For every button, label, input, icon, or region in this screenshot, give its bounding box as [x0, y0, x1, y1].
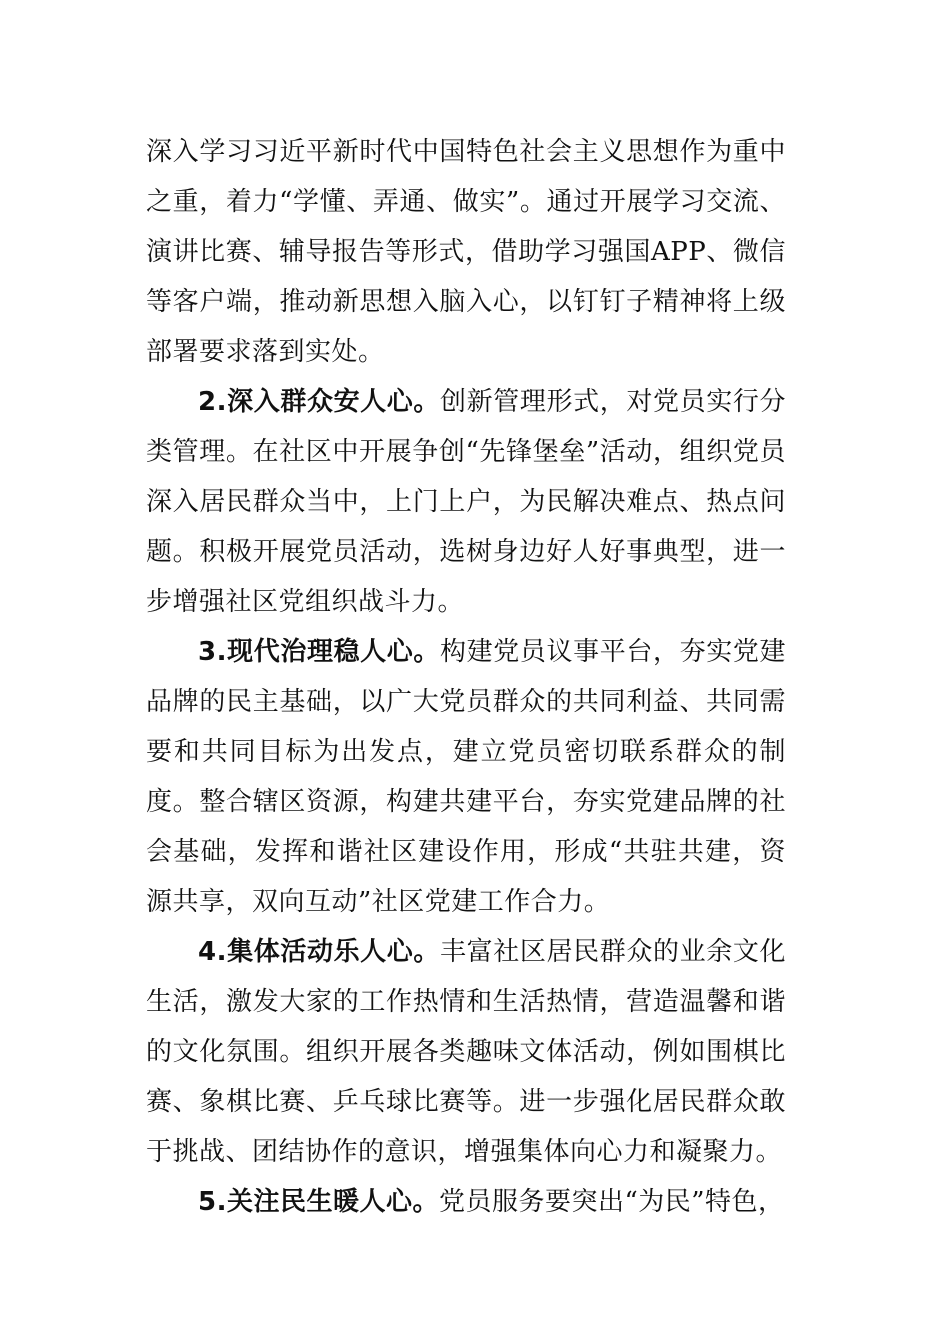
- paragraph-5-heading: 5.关注民生暖人心。: [198, 1187, 439, 1217]
- paragraph-4: [146, 927, 786, 1177]
- paragraph-5: [146, 1177, 786, 1227]
- paragraph-2-text: 创新管理形式，对党员实行分类管理。在社区中开展争创“先锋堡垒”活动，组织党员深入居民群众当中，上门上户，为民解决难点、热点问题。积极开展党员活动，选树身边好人好事典型，进一步增强社区党组织战斗力。: [146, 387, 786, 617]
- paragraph-1: [146, 127, 786, 377]
- document-body: [146, 127, 786, 1227]
- paragraph-2: [146, 377, 786, 627]
- paragraph-5-text: 党员服务要突出“为民”特色，: [438, 1187, 785, 1217]
- paragraph-3-heading: 3.现代治理稳人心。: [198, 637, 441, 667]
- paragraph-2-heading: 2.深入群众安人心。: [198, 387, 441, 417]
- paragraph-3: [146, 627, 786, 927]
- paragraph-4-heading: 4.集体活动乐人心。: [198, 937, 441, 967]
- paragraph-1-text: 深入学习习近平新时代中国特色社会主义思想作为重中之重，着力“学懂、弄通、做实”。通过开展学习交流、演讲比赛、辅导报告等形式，借助学习强国APP、微信等客户端，推动新思想入脑入心，以钉钉子精神将上级部署要求落到实处。: [146, 137, 786, 367]
- paragraph-3-text: 构建党员议事平台，夯实党建品牌的民主基础，以广大党员群众的共同利益、共同需要和共同目标为出发点，建立党员密切联系群众的制度。整合辖区资源，构建共建平台，夯实党建品牌的社会基础，发挥和谐社区建设作用，形成“共驻共建，资源共享，双向互动”社区党建工作合力。: [146, 637, 786, 917]
- paragraph-4-text: 丰富社区居民群众的业余文化生活，激发大家的工作热情和生活热情，营造温馨和谐的文化氛围。组织开展各类趣味文体活动，例如围棋比赛、象棋比赛、乒乓球比赛等。进一步强化居民群众敢于挑战、团结协作的意识，增强集体向心力和凝聚力。: [146, 937, 786, 1167]
